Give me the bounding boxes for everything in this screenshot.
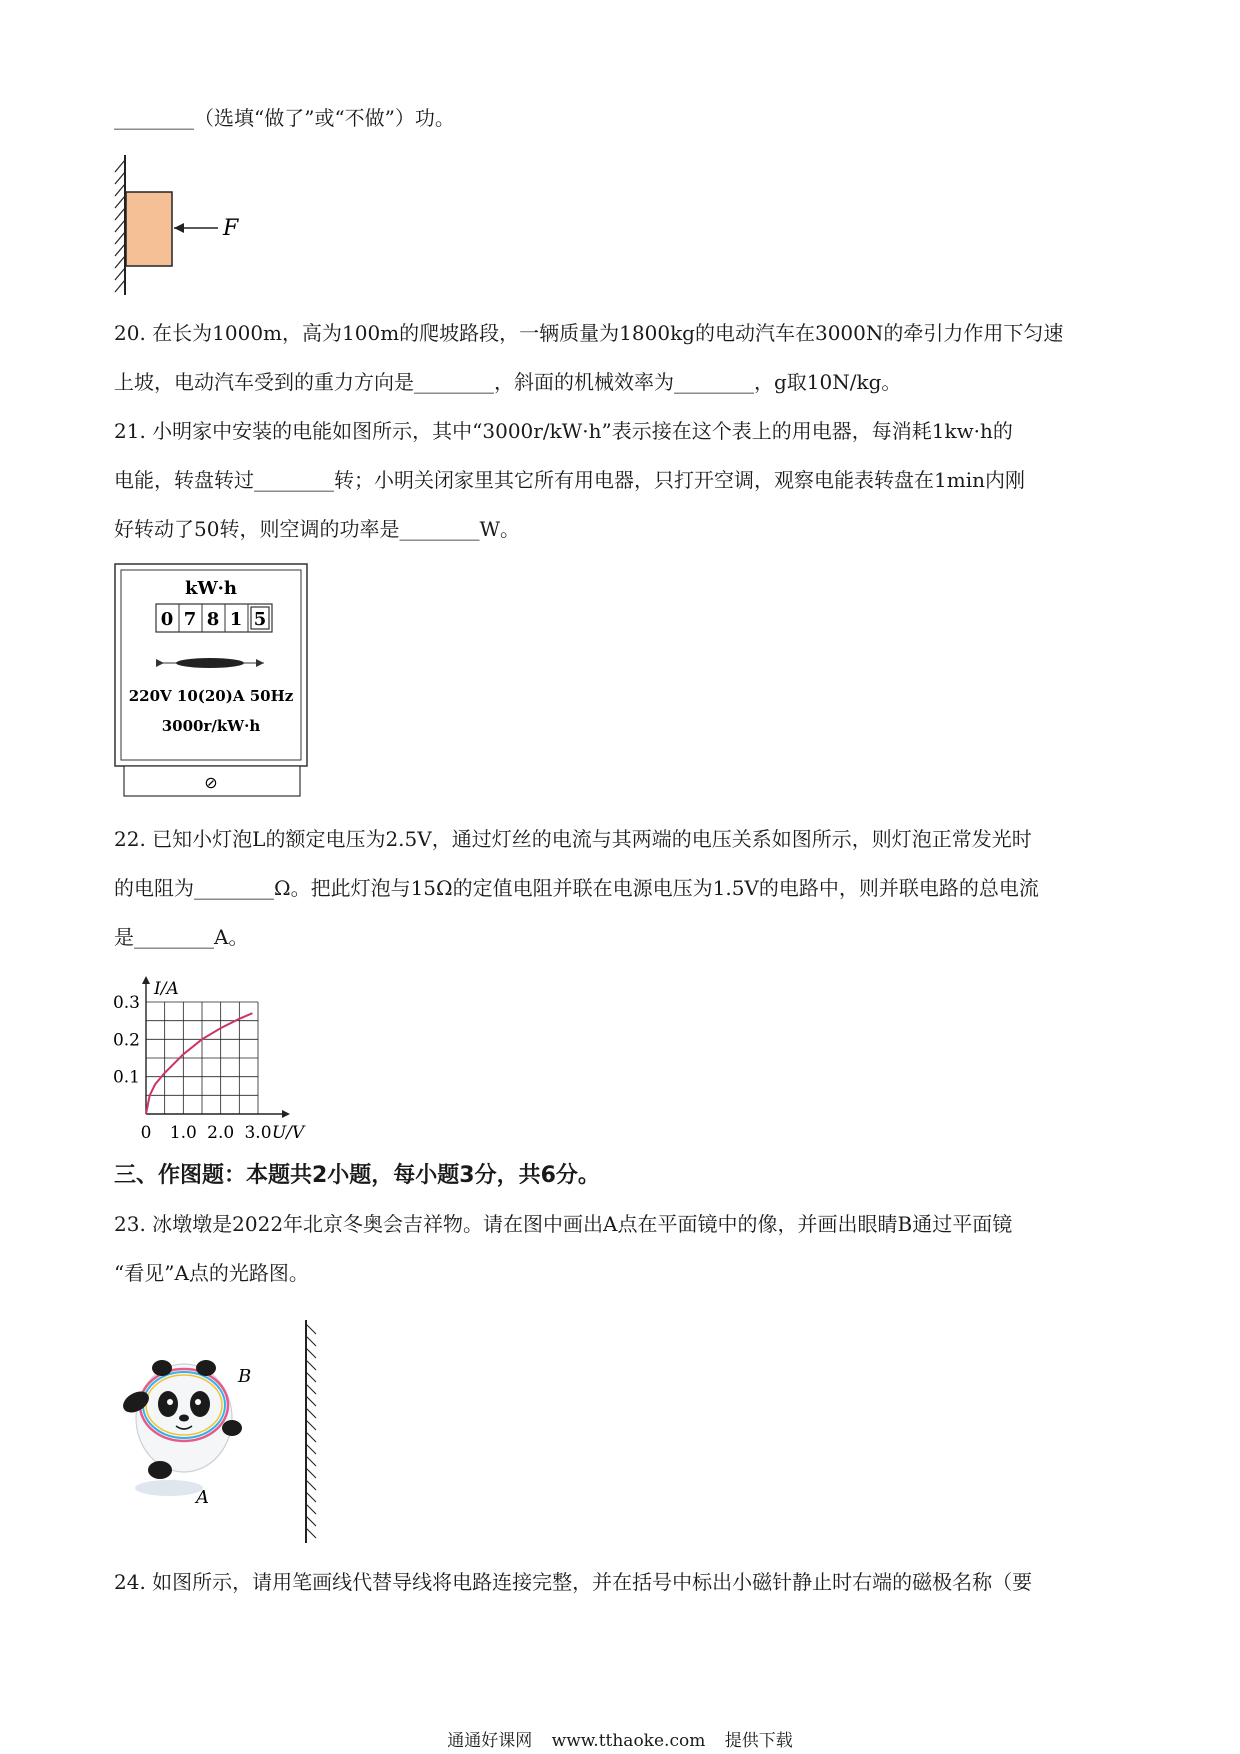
q22-line3: 是________A。 (114, 925, 249, 949)
footer-note: 提供下载 (724, 1731, 793, 1751)
q19-text: ________（选填“做了”或“不做”）功。 (114, 106, 455, 130)
label-b: B (238, 1366, 252, 1387)
footer-url[interactable]: www.tthaoke.com (551, 1731, 706, 1751)
q24-line1: 24. 如图所示，请用笔画线代替导线将电路连接完整，并在括号中标出小磁针静止时右端的磁极名称（要 (114, 1570, 1033, 1594)
energy-meter (114, 563, 310, 799)
y-tick-label: 0.3 (112, 993, 140, 1013)
series-line (146, 1013, 252, 1114)
meter-digit: 8 (206, 609, 220, 630)
q21-line3: 好转动了50转，则空调的功率是________W。 (114, 517, 521, 541)
q22-line2: 的电阻为________Ω。把此灯泡与15Ω的定值电阻并联在电源电压为1.5V的电路中，则并联电路的总电流 (114, 876, 1039, 900)
y-tick-label: 0.2 (112, 1030, 140, 1051)
x-axis-label: U/V (271, 1123, 305, 1143)
footer-site: 通通好课网 (447, 1731, 533, 1751)
force-label: F (223, 216, 239, 241)
meter-unit: kW·h (184, 578, 238, 599)
x-tick-label: 3.0 (244, 1123, 272, 1143)
meter-screw: ⊘ (204, 773, 218, 792)
iu-chart (108, 966, 328, 1146)
meter-digit: 7 (183, 609, 197, 630)
meter-digits (156, 604, 272, 632)
x-tick-label: 0 (140, 1123, 152, 1143)
q22-line1: 22. 已知小灯泡L的额定电压为2.5V，通过灯丝的电流与其两端的电压关系如图所示，则灯泡正常发光时 (114, 827, 1032, 851)
q20-line2: 上坡，电动汽车受到的重力方向是________，斜面的机械效率为________，g取10N/kg。 (114, 370, 902, 394)
q23-line1: 23. 冰墩墩是2022年北京冬奥会吉祥物。请在图中画出A点在平面镜中的像，并画出眼睛B通过平面镜 (114, 1212, 1013, 1236)
q23-figure (114, 1310, 334, 1550)
q19-figure (108, 150, 258, 300)
q21-line2: 电能，转盘转过________转；小明关闭家里其它所有用电器，只打开空调，观察电能表转盘在1min内刚 (114, 468, 1025, 492)
label-a: A (196, 1487, 209, 1508)
meter-digit: 0 (160, 609, 174, 630)
meter-spec1: 220V 10(20)A 50Hz (128, 687, 294, 705)
block (126, 192, 172, 266)
mascot-image (119, 1360, 242, 1496)
y-tick-label: 0.1 (112, 1067, 140, 1088)
q21-line1: 21. 小明家中安装的电能如图所示，其中“3000r/kW·h”表示接在这个表上的用电器，每消耗1kw·h的 (114, 419, 1013, 443)
meter-digit: 1 (229, 609, 243, 630)
section-heading: 三、作图题：本题共2小题，每小题3分，共6分。 (114, 1163, 600, 1188)
x-tick-label: 2.0 (207, 1123, 235, 1143)
plane-mirror (306, 1320, 316, 1543)
meter-digit: 5 (253, 609, 267, 630)
x-axis-arrow (282, 1110, 290, 1118)
x-tick-label: 1.0 (169, 1123, 197, 1143)
page-footer (0, 1726, 1240, 1751)
y-axis-label: I/A (154, 979, 179, 999)
q23-line2: “看见”A点的光路图。 (114, 1261, 309, 1285)
y-axis-arrow (142, 976, 150, 984)
q20-line1: 20. 在长为1000m，高为100m的爬坡路段，一辆质量为1800kg的电动汽车在3000N的牵引力作用下匀速 (114, 321, 1064, 345)
meter-spec2: 3000r/kW·h (161, 717, 261, 735)
